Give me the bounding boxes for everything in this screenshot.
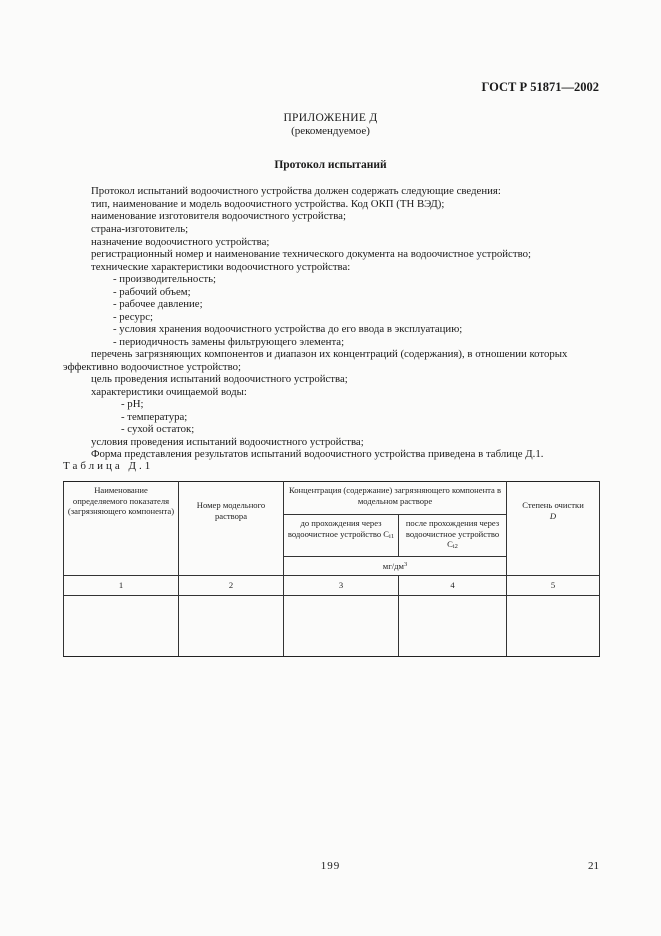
paragraph: Протокол испытаний водоочистного устройства должен содержать следующие сведения:: [91, 185, 501, 197]
page-number-center: 199: [320, 860, 341, 872]
list-item: - условия хранения водоочистного устройства до его ввода в эксплуатацию;: [113, 323, 463, 335]
column-number: 1: [64, 575, 179, 595]
section-title: Протокол испытаний: [274, 159, 387, 171]
header-before: до прохождения через водоочистное устройство Ci1: [284, 515, 399, 557]
empty-cell: [507, 595, 600, 656]
list-item: - pH;: [121, 398, 144, 410]
header-after: после прохождения через водоочистное устройство Ci2: [399, 515, 507, 557]
column-number: 3: [284, 575, 399, 595]
empty-cell: [399, 595, 507, 656]
list-item: - периодичность замены фильтрующего элемента;: [113, 336, 345, 348]
results-table: [63, 481, 600, 657]
paragraph: Форма представления результатов испытаний водоочистного устройства приведена в таблице Д.1.: [91, 448, 544, 460]
paragraph: регистрационный номер и наименование технического документа на водоочистное устройство;: [91, 248, 531, 260]
list-item: - рабочее давление;: [113, 298, 203, 310]
page-number-right: 21: [588, 860, 599, 872]
header-indicator: Наименование определяемого показателя (загрязняющего компонента): [64, 482, 179, 576]
paragraph: назначение водоочистного устройства;: [91, 236, 270, 248]
paragraph: тип, наименование и модель водоочистного устройства. Код ОКП (ТН ВЭД);: [91, 198, 445, 210]
appendix-status: (рекомендуемое): [291, 125, 370, 137]
paragraph: перечень загрязняющих компонентов и диапазон их концентраций (содержания), в отношении которых: [91, 348, 568, 360]
paragraph: страна-изготовитель;: [91, 223, 189, 235]
paragraph: условия проведения испытаний водоочистного устройства;: [91, 436, 364, 448]
column-number: 2: [179, 575, 284, 595]
paragraph: цель проведения испытаний водоочистного устройства;: [91, 373, 348, 385]
list-item: - ресурс;: [113, 311, 153, 323]
header-unit: $мг/дм^3$: [284, 556, 507, 575]
column-number: 5: [507, 575, 600, 595]
list-item: - производительность;: [113, 273, 216, 285]
header-concentration: Концентрация (содержание) загрязняющего компонента в модельном растворе: [284, 482, 507, 515]
empty-cell: [179, 595, 284, 656]
paragraph: характеристики очищаемой воды:: [91, 386, 247, 398]
empty-cell: [64, 595, 179, 656]
list-item: - сухой остаток;: [121, 423, 195, 435]
table-caption: Таблица Д.1: [63, 460, 154, 472]
header-purification-degree: Степень очистки D: [507, 482, 600, 576]
appendix-title: ПРИЛОЖЕНИЕ Д: [283, 112, 378, 124]
empty-cell: [284, 595, 399, 656]
standard-number: ГОСТ Р 51871—2002: [481, 80, 599, 94]
list-item: - температура;: [121, 411, 188, 423]
paragraph: технические характеристики водоочистного устройства:: [91, 261, 351, 273]
paragraph: наименование изготовителя водоочистного устройства;: [91, 210, 346, 222]
paragraph: эффективно водоочистное устройство;: [63, 361, 242, 373]
list-item: - рабочий объем;: [113, 286, 191, 298]
header-solution-number: Номер модельного раствора: [179, 482, 284, 576]
column-number: 4: [399, 575, 507, 595]
